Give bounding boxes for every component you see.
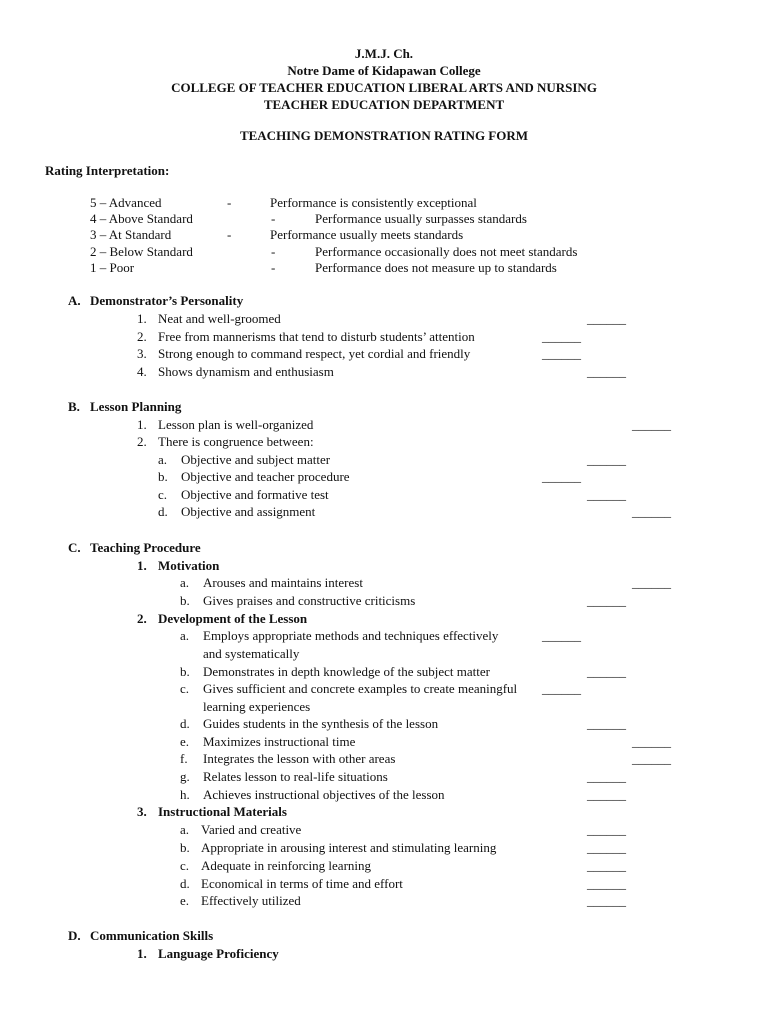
subitem-letter: a.: [180, 628, 190, 643]
school-name: Notre Dame of Kidapawan College: [287, 63, 481, 78]
criterion-text: Demonstrates in depth knowledge of the subject matter: [203, 664, 491, 679]
rating-interpretation-heading: Rating Interpretation:: [45, 163, 170, 178]
criterion-text: Objective and assignment: [181, 504, 316, 519]
scale-description: Performance usually surpasses standards: [315, 211, 527, 226]
subitem-letter: f.: [180, 751, 188, 766]
subitem-letter: b.: [180, 840, 190, 855]
rating-blank[interactable]: ______: [587, 769, 626, 784]
section-d-title: Communication Skills: [90, 928, 214, 943]
criterion-text: Shows dynamism and enthusiasm: [158, 364, 334, 379]
criterion-text: Lesson plan is well-organized: [158, 417, 314, 432]
subsection-title-motivation: Motivation: [158, 558, 220, 573]
scale-label: 5 – Advanced: [90, 195, 162, 210]
criterion-text: Free from mannerisms that tend to disturb students’ attention: [158, 329, 475, 344]
criterion-text: Objective and formative test: [181, 487, 329, 502]
criterion-text: Varied and creative: [201, 822, 302, 837]
criterion-text: Arouses and maintains interest: [203, 575, 363, 590]
subitem-letter: e.: [180, 893, 190, 908]
criterion-text: Objective and teacher procedure: [181, 469, 350, 484]
rating-blank[interactable]: ______: [587, 787, 626, 802]
subitem-letter: b.: [158, 469, 168, 484]
subitem-letter: a.: [180, 822, 190, 837]
subitem-letter: d.: [180, 876, 190, 891]
subitem-letter: c.: [158, 487, 168, 502]
item-number: 3.: [137, 346, 147, 361]
rating-blank[interactable]: ______: [587, 716, 626, 731]
item-number: 2.: [137, 329, 147, 344]
scale-description: Performance is consistently exceptional: [270, 195, 477, 210]
section-a-title: Demonstrator’s Personality: [90, 293, 244, 308]
criterion-text: Objective and subject matter: [181, 452, 331, 467]
subitem-letter: h.: [180, 787, 190, 802]
scale-dash: -: [227, 195, 232, 210]
criterion-text: There is congruence between:: [158, 434, 314, 449]
scale-label: 2 – Below Standard: [90, 244, 193, 259]
college-name: COLLEGE OF TEACHER EDUCATION LIBERAL ARTS AND NURSING: [171, 80, 597, 95]
scale-dash: -: [271, 260, 276, 275]
scale-label: 4 – Above Standard: [90, 211, 193, 226]
item-number: 1.: [137, 311, 147, 326]
criterion-text: Employs appropriate methods and techniques effectively: [203, 628, 499, 643]
item-number: 2.: [137, 434, 147, 449]
scale-label: 1 – Poor: [90, 260, 135, 275]
department-name: TEACHER EDUCATION DEPARTMENT: [263, 97, 505, 112]
criterion-text: Effectively utilized: [201, 893, 301, 908]
rating-blank[interactable]: ______: [587, 664, 626, 679]
form-title: TEACHING DEMONSTRATION RATING FORM: [239, 128, 529, 143]
rating-blank[interactable]: ______: [587, 858, 626, 873]
subsection-number: 2.: [137, 611, 147, 626]
section-a-letter: A.: [68, 293, 81, 308]
criterion-text: Relates lesson to real-life situations: [203, 769, 388, 784]
section-d-letter: D.: [68, 928, 81, 943]
subsection-title-language: Language Proficiency: [158, 946, 279, 961]
rating-blank[interactable]: ______: [587, 893, 626, 908]
criterion-text: Strong enough to command respect, yet cordial and friendly: [158, 346, 471, 361]
subitem-letter: d.: [180, 716, 190, 731]
rating-blank[interactable]: ______: [542, 346, 581, 361]
criterion-text: Integrates the lesson with other areas: [203, 751, 396, 766]
section-c-title: Teaching Procedure: [90, 540, 201, 555]
criterion-text: Gives praises and constructive criticisms: [203, 593, 416, 608]
subitem-letter: g.: [180, 769, 190, 784]
rating-blank[interactable]: ______: [542, 469, 581, 484]
subitem-letter: a.: [158, 452, 168, 467]
rating-blank[interactable]: ______: [632, 504, 671, 519]
rating-blank[interactable]: ______: [587, 364, 626, 379]
criterion-text: Economical in terms of time and effort: [201, 876, 403, 891]
scale-description: Performance does not measure up to standards: [315, 260, 557, 275]
scale-dash: -: [227, 227, 232, 242]
scale-description: Performance occasionally does not meet standards: [315, 244, 578, 259]
rating-blank[interactable]: ______: [587, 840, 626, 855]
subitem-letter: c.: [180, 858, 190, 873]
rating-blank[interactable]: ______: [587, 593, 626, 608]
criterion-text: Achieves instructional objectives of the lesson: [203, 787, 445, 802]
header-line-1: J.M.J. Ch.: [354, 46, 414, 61]
subitem-letter: c.: [180, 681, 190, 696]
rating-blank[interactable]: ______: [542, 681, 581, 696]
rating-blank[interactable]: ______: [632, 417, 671, 432]
item-number: 4.: [137, 364, 147, 379]
criterion-text: Gives sufficient and concrete examples to create meaningful: [203, 681, 518, 696]
subitem-letter: b.: [180, 664, 190, 679]
rating-blank[interactable]: ______: [587, 311, 626, 326]
subitem-letter: b.: [180, 593, 190, 608]
criterion-text-continued: learning experiences: [203, 699, 311, 714]
rating-blank[interactable]: ______: [542, 329, 581, 344]
subitem-letter: a.: [180, 575, 190, 590]
section-b-letter: B.: [68, 399, 80, 414]
subitem-letter: d.: [158, 504, 168, 519]
rating-blank[interactable]: ______: [632, 751, 671, 766]
section-c-letter: C.: [68, 540, 81, 555]
criterion-text: Neat and well-groomed: [158, 311, 281, 326]
criterion-text: Maximizes instructional time: [203, 734, 356, 749]
scale-dash: -: [271, 244, 276, 259]
criterion-text: Adequate in reinforcing learning: [201, 858, 372, 873]
subsection-title-development: Development of the Lesson: [158, 611, 308, 626]
section-b-title: Lesson Planning: [90, 399, 182, 414]
rating-blank[interactable]: ______: [587, 487, 626, 502]
scale-description: Performance usually meets standards: [270, 227, 464, 242]
rating-blank[interactable]: ______: [587, 452, 626, 467]
rating-blank[interactable]: ______: [542, 628, 581, 643]
subitem-letter: e.: [180, 734, 190, 749]
scale-label: 3 – At Standard: [90, 227, 172, 242]
scale-dash: -: [271, 211, 276, 226]
criterion-text-continued: and systematically: [203, 646, 300, 661]
subsection-title-materials: Instructional Materials: [158, 804, 287, 819]
criterion-text: Appropriate in arousing interest and stimulating learning: [201, 840, 497, 855]
subsection-number: 1.: [137, 558, 147, 573]
rating-blank[interactable]: ______: [632, 575, 671, 590]
rating-blank[interactable]: ______: [632, 734, 671, 749]
rating-blank[interactable]: ______: [587, 876, 626, 891]
subsection-number: 3.: [137, 804, 147, 819]
criterion-text: Guides students in the synthesis of the lesson: [203, 716, 439, 731]
item-number: 1.: [137, 417, 147, 432]
subsection-number: 1.: [137, 946, 147, 961]
rating-blank[interactable]: ______: [587, 822, 626, 837]
